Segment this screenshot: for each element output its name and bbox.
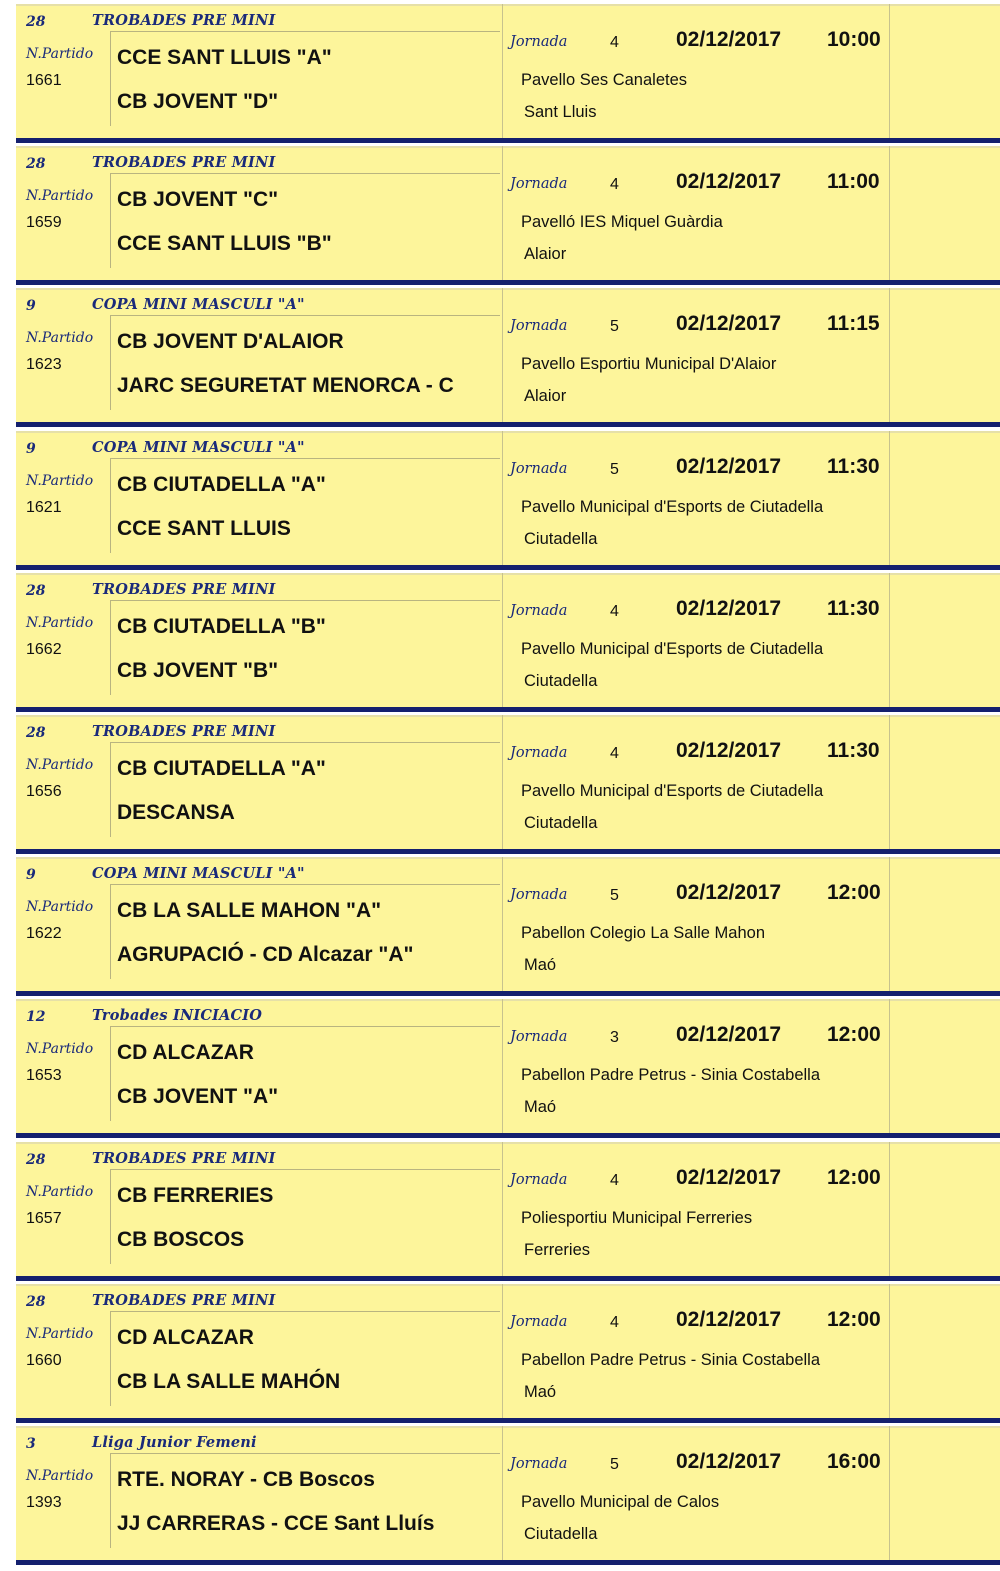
- card-bottom-border: [16, 565, 1000, 570]
- venue-name: Pavelló IES Miquel Guàrdia: [521, 213, 723, 232]
- divider: [889, 715, 890, 849]
- card-top-border: [16, 1426, 1000, 1428]
- away-team: CB JOVENT "B": [117, 658, 279, 682]
- match-card: [16, 999, 1000, 1133]
- away-team: CCE SANT LLUIS "B": [117, 232, 332, 256]
- away-team: CB LA SALLE MAHÓN: [117, 1369, 341, 1393]
- venue-town: Ciutadella: [524, 671, 598, 690]
- competition-code: 9: [26, 298, 36, 315]
- match-number: 1622: [26, 925, 62, 943]
- round-label: Jornada: [510, 745, 568, 761]
- card-top-border: [16, 1142, 1000, 1144]
- divider: [889, 146, 890, 280]
- divider: [110, 174, 111, 268]
- divider: [502, 1426, 503, 1560]
- competition-name: Lliga Junior Femeni: [92, 1434, 257, 1451]
- venue-name: Pabellon Colegio La Salle Mahon: [521, 924, 766, 943]
- divider: [889, 857, 890, 991]
- competition-code: 28: [26, 14, 46, 30]
- card-bottom-border: [16, 422, 1000, 427]
- divider: [889, 1426, 890, 1560]
- card-top-border: [16, 1284, 1000, 1286]
- home-team: CD ALCAZAR: [117, 1325, 254, 1349]
- match-date: 02/12/2017: [676, 170, 782, 194]
- match-date: 02/12/2017: [676, 596, 782, 620]
- divider: [110, 884, 500, 885]
- away-team: CB JOVENT "A": [117, 1085, 279, 1109]
- match-number-label: N.Partido: [26, 757, 94, 773]
- match-number: 1661: [26, 72, 62, 89]
- match-date: 02/12/2017: [676, 28, 782, 51]
- card-top-border: [16, 999, 1000, 1001]
- match-card: [16, 1284, 1000, 1418]
- match-card: [16, 857, 1000, 991]
- away-team: AGRUPACIÓ - CD Alcazar "A": [117, 943, 414, 967]
- venue-name: Pavello Municipal de Calos: [521, 1493, 720, 1511]
- match-number: 1662: [26, 640, 62, 658]
- match-date: 02/12/2017: [676, 1165, 782, 1189]
- competition-code: 28: [26, 1293, 46, 1310]
- divider: [110, 1026, 500, 1027]
- home-team: CCE SANT LLUIS "A": [117, 46, 332, 69]
- divider: [889, 4, 890, 138]
- divider: [110, 601, 111, 695]
- divider: [502, 1284, 503, 1418]
- home-team: CB CIUTADELLA "A": [117, 757, 326, 780]
- divider: [110, 1453, 500, 1454]
- round-number: 4: [610, 1171, 619, 1189]
- home-team: CB JOVENT "C": [117, 188, 279, 212]
- divider: [502, 715, 503, 849]
- divider: [110, 1311, 500, 1312]
- home-team: RTE. NORAY - CB Boscos: [117, 1468, 375, 1491]
- venue-town: Maó: [524, 956, 557, 975]
- divider: [110, 885, 111, 979]
- round-number: 5: [610, 318, 619, 336]
- home-team: CD ALCAZAR: [117, 1041, 254, 1065]
- divider: [110, 32, 111, 126]
- round-number: 4: [610, 602, 619, 620]
- venue-town: Alaior: [524, 387, 567, 406]
- match-card: [16, 431, 1000, 565]
- venue-name: Pabellon Padre Petrus - Sinia Costabella: [521, 1350, 821, 1369]
- card-bottom-border: [16, 280, 1000, 285]
- round-label: Jornada: [510, 1171, 568, 1188]
- divider: [110, 1312, 111, 1406]
- divider: [110, 742, 500, 743]
- match-card: [16, 1142, 1000, 1276]
- card-bottom-border: [16, 991, 1000, 996]
- match-time: 12:00: [827, 1165, 881, 1189]
- away-team: JJ CARRERAS - CCE Sant Lluís: [117, 1512, 435, 1535]
- away-team: CCE SANT LLUIS: [117, 516, 291, 540]
- match-number: 1393: [26, 1494, 62, 1511]
- round-label: Jornada: [510, 176, 568, 193]
- card-top-border: [16, 431, 1000, 433]
- competition-code: 3: [26, 1436, 36, 1452]
- divider: [110, 600, 500, 601]
- away-team: CB BOSCOS: [117, 1227, 245, 1251]
- divider: [110, 1170, 111, 1264]
- divider: [502, 431, 503, 565]
- round-number: 4: [610, 1313, 619, 1331]
- match-number-label: N.Partido: [26, 472, 94, 489]
- divider: [110, 1454, 111, 1548]
- match-date: 02/12/2017: [676, 1307, 782, 1331]
- card-bottom-border: [16, 138, 1000, 143]
- match-card: [16, 573, 1000, 707]
- card-top-border: [16, 146, 1000, 148]
- divider: [502, 146, 503, 280]
- round-label: Jornada: [510, 602, 568, 619]
- round-label: Jornada: [510, 34, 568, 50]
- competition-code: 28: [26, 725, 46, 741]
- venue-town: Sant Lluis: [524, 103, 597, 121]
- match-time: 12:00: [827, 881, 881, 905]
- round-label: Jornada: [510, 887, 568, 904]
- match-time: 16:00: [827, 1450, 881, 1473]
- match-number: 1657: [26, 1209, 62, 1227]
- match-date: 02/12/2017: [676, 1023, 782, 1047]
- round-number: 4: [610, 745, 619, 762]
- venue-name: Pavello Esportiu Municipal D'Alaior: [521, 355, 777, 374]
- match-number-label: N.Partido: [26, 614, 94, 631]
- card-bottom-border: [16, 1133, 1000, 1138]
- divider: [889, 1142, 890, 1276]
- home-team: CB CIUTADELLA "A": [117, 472, 326, 496]
- card-top-border: [16, 857, 1000, 859]
- divider: [110, 31, 500, 32]
- divider: [110, 315, 500, 316]
- divider: [889, 999, 890, 1133]
- card-top-border: [16, 4, 1000, 6]
- home-team: CB CIUTADELLA "B": [117, 614, 326, 638]
- home-team: CB LA SALLE MAHON "A": [117, 899, 382, 923]
- divider: [502, 573, 503, 707]
- divider: [110, 743, 111, 837]
- round-label: Jornada: [510, 1029, 568, 1046]
- card-top-border: [16, 288, 1000, 290]
- card-bottom-border: [16, 849, 1000, 854]
- round-label: Jornada: [510, 1456, 568, 1472]
- match-date: 02/12/2017: [676, 454, 782, 478]
- match-card: [16, 146, 1000, 280]
- round-number: 4: [610, 176, 619, 194]
- divider: [889, 573, 890, 707]
- home-team: CB JOVENT D'ALAIOR: [117, 330, 344, 354]
- match-card: [16, 288, 1000, 422]
- competition-code: 9: [26, 867, 36, 884]
- divider: [110, 1027, 111, 1121]
- divider: [110, 1169, 500, 1170]
- match-card: [16, 4, 1000, 138]
- match-number: 1660: [26, 1351, 62, 1369]
- competition-name: TROBADES PRE MINI: [92, 723, 276, 740]
- match-time: 11:30: [827, 739, 880, 762]
- round-label: Jornada: [510, 1313, 568, 1330]
- match-date: 02/12/2017: [676, 881, 782, 905]
- divider: [502, 1142, 503, 1276]
- away-team: JARC SEGURETAT MENORCA - C: [117, 374, 454, 398]
- competition-code: 28: [26, 156, 46, 173]
- divider: [889, 431, 890, 565]
- venue-town: Ferreries: [524, 1240, 591, 1259]
- match-number-label: N.Partido: [26, 899, 94, 916]
- match-number: 1621: [26, 498, 62, 516]
- match-number-label: N.Partido: [26, 46, 94, 62]
- match-card: [16, 1426, 1000, 1560]
- competition-code: 9: [26, 440, 36, 457]
- card-bottom-border: [16, 1560, 1000, 1565]
- competition-name: TROBADES PRE MINI: [92, 12, 276, 29]
- match-card: [16, 715, 1000, 849]
- divider: [110, 458, 500, 459]
- match-number-label: N.Partido: [26, 1183, 94, 1200]
- match-time: 10:00: [827, 28, 881, 51]
- round-number: 5: [610, 887, 619, 905]
- divider: [502, 288, 503, 422]
- venue-name: Pavello Ses Canaletes: [521, 71, 688, 89]
- match-number-label: N.Partido: [26, 1041, 94, 1058]
- round-number: 3: [610, 1029, 619, 1047]
- round-number: 5: [610, 460, 619, 478]
- card-top-border: [16, 715, 1000, 717]
- competition-code: 12: [26, 1009, 46, 1026]
- match-time: 12:00: [827, 1023, 881, 1047]
- away-team: DESCANSA: [117, 801, 235, 824]
- match-time: 11:30: [827, 454, 880, 478]
- venue-town: Ciutadella: [524, 814, 598, 832]
- competition-name: TROBADES PRE MINI: [92, 580, 276, 598]
- match-time: 12:00: [827, 1307, 881, 1331]
- competition-name: COPA MINI MASCULI "A": [92, 438, 305, 456]
- venue-name: Pavello Municipal d'Esports de Ciutadella: [521, 782, 824, 800]
- divider: [502, 999, 503, 1133]
- venue-town: Ciutadella: [524, 1525, 598, 1543]
- card-bottom-border: [16, 707, 1000, 712]
- round-number: 5: [610, 1456, 619, 1473]
- match-number: 1656: [26, 783, 62, 800]
- round-number: 4: [610, 34, 619, 51]
- card-bottom-border: [16, 1276, 1000, 1281]
- home-team: CB FERRERIES: [117, 1183, 274, 1207]
- venue-town: Ciutadella: [524, 529, 598, 548]
- match-time: 11:00: [827, 170, 880, 194]
- match-date: 02/12/2017: [676, 739, 782, 762]
- card-top-border: [16, 573, 1000, 575]
- divider: [110, 459, 111, 553]
- away-team: CB JOVENT "D": [117, 90, 279, 113]
- competition-name: COPA MINI MASCULI "A": [92, 865, 305, 883]
- venue-name: Pavello Municipal d'Esports de Ciutadella: [521, 639, 824, 658]
- venue-name: Pavello Municipal d'Esports de Ciutadella: [521, 497, 824, 516]
- divider: [889, 288, 890, 422]
- competition-code: 28: [26, 582, 46, 599]
- venue-town: Alaior: [524, 245, 567, 264]
- competition-name: TROBADES PRE MINI: [92, 1291, 276, 1309]
- match-number-label: N.Partido: [26, 1325, 94, 1342]
- venue-town: Maó: [524, 1098, 557, 1117]
- match-number-label: N.Partido: [26, 188, 94, 205]
- divider: [502, 4, 503, 138]
- match-number: 1653: [26, 1067, 62, 1085]
- match-number: 1623: [26, 356, 62, 374]
- match-number-label: N.Partido: [26, 330, 94, 347]
- divider: [110, 173, 500, 174]
- round-label: Jornada: [510, 318, 568, 335]
- venue-name: Poliesportiu Municipal Ferreries: [521, 1208, 753, 1227]
- competition-code: 28: [26, 1151, 46, 1168]
- match-time: 11:15: [827, 312, 880, 336]
- venue-name: Pabellon Padre Petrus - Sinia Costabella: [521, 1066, 821, 1085]
- match-date: 02/12/2017: [676, 312, 782, 336]
- round-label: Jornada: [510, 460, 568, 477]
- competition-name: TROBADES PRE MINI: [92, 1149, 276, 1167]
- competition-name: Trobades INICIACIO: [92, 1007, 263, 1025]
- venue-town: Maó: [524, 1382, 557, 1401]
- divider: [889, 1284, 890, 1418]
- match-date: 02/12/2017: [676, 1450, 782, 1473]
- match-number: 1659: [26, 214, 62, 232]
- match-number-label: N.Partido: [26, 1468, 94, 1484]
- competition-name: COPA MINI MASCULI "A": [92, 296, 305, 314]
- competition-name: TROBADES PRE MINI: [92, 154, 276, 172]
- card-bottom-border: [16, 1418, 1000, 1423]
- divider: [502, 857, 503, 991]
- divider: [110, 316, 111, 410]
- match-time: 11:30: [827, 596, 880, 620]
